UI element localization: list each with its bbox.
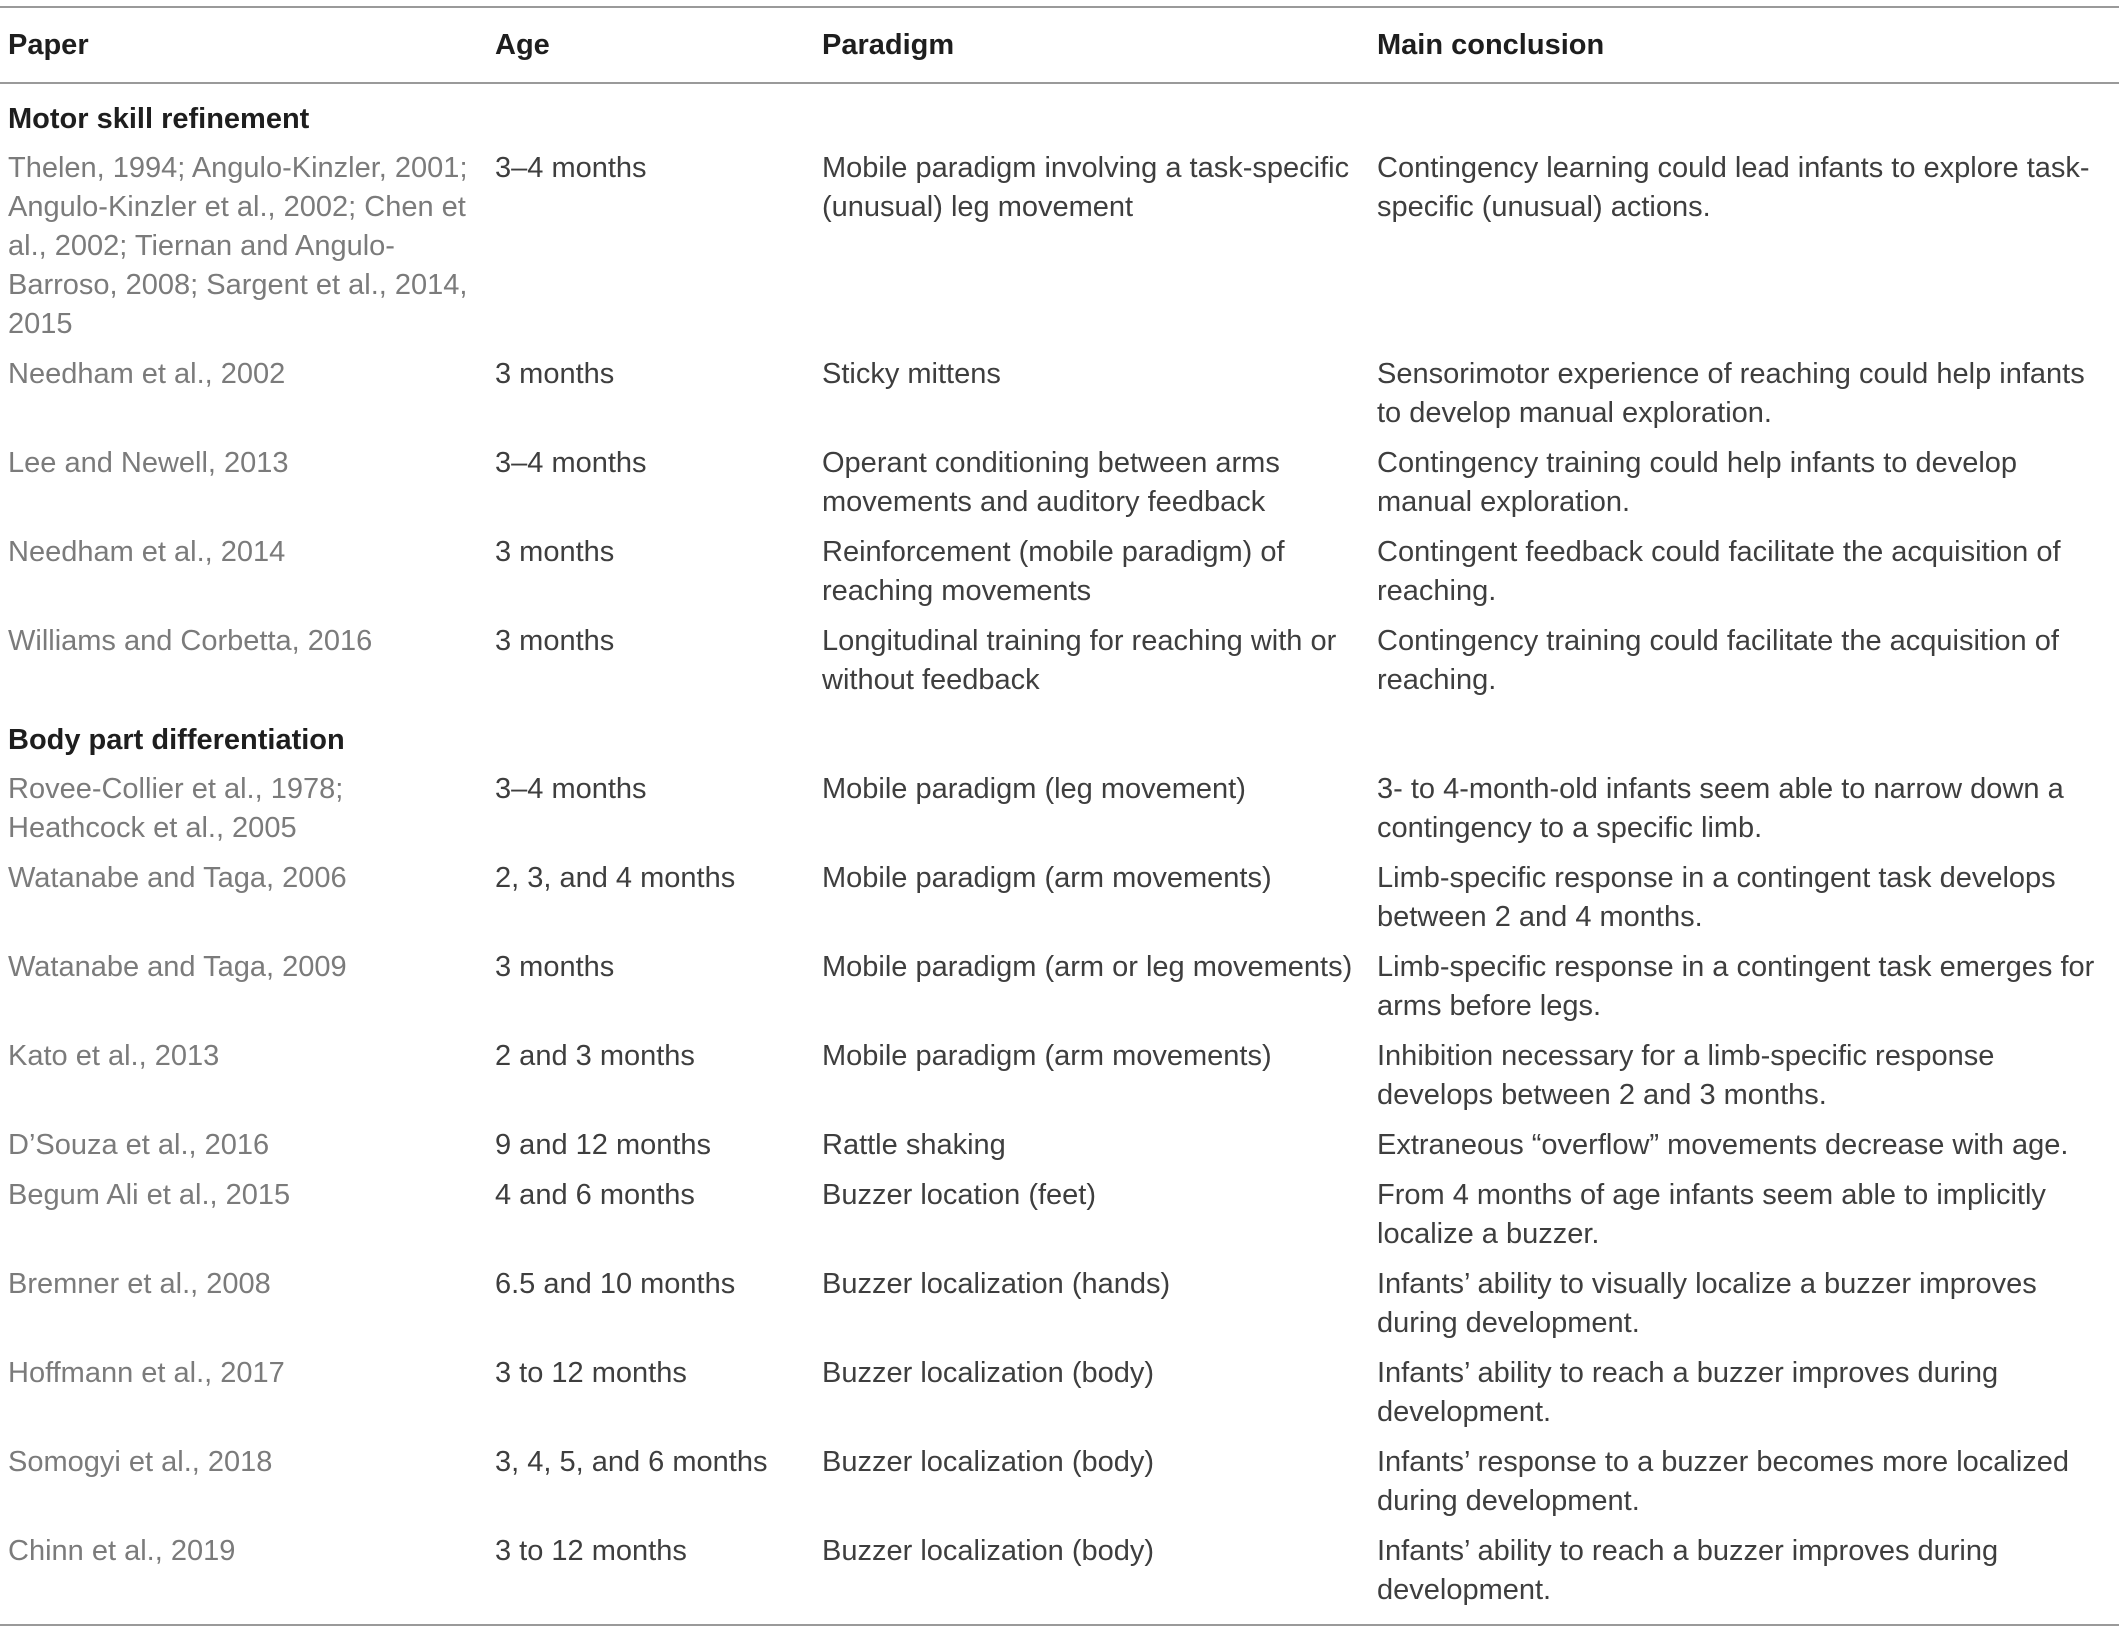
age-cell: 3 months <box>495 536 615 568</box>
header-main-conclusion: Main conclusion <box>1369 7 2119 83</box>
age-cell: 3–4 months <box>495 152 647 184</box>
table-row <box>0 853 2119 942</box>
table-header <box>0 7 2119 83</box>
age-cell: 3–4 months <box>495 447 647 479</box>
table-row <box>0 1348 2119 1437</box>
paradigm-cell: Mobile paradigm involving a task-specific (unusual) leg movement <box>822 152 1350 223</box>
paradigm-cell: Buzzer localization (hands) <box>822 1268 1171 1300</box>
paper-cell: Hoffmann et al., 2017 <box>8 1357 285 1389</box>
table-row <box>0 616 2119 705</box>
paper-cell: D’Souza et al., 2016 <box>8 1129 270 1161</box>
paper-cell: Somogyi et al., 2018 <box>8 1446 273 1478</box>
paper-cell: Williams and Corbetta, 2016 <box>8 625 373 657</box>
paradigm-cell: Mobile paradigm (leg movement) <box>822 773 1246 805</box>
age-cell: 3 months <box>495 358 615 390</box>
conclusion-cell: Infants’ ability to reach a buzzer improves during development. <box>1377 1357 1999 1428</box>
section-row-motor-skill-refinement <box>0 83 2119 143</box>
section-title: Body part differentiation <box>8 724 345 756</box>
age-cell: 3 months <box>495 951 615 983</box>
paradigm-cell: Longitudinal training for reaching with or without feedback <box>822 625 1337 696</box>
conclusion-cell: Contingency training could facilitate the acquisition of reaching. <box>1377 625 2059 696</box>
age-cell: 3–4 months <box>495 773 647 805</box>
paper-cell: Watanabe and Taga, 2009 <box>8 951 347 983</box>
table-row <box>0 1031 2119 1120</box>
conclusion-cell: Extraneous “overflow” movements decrease with age. <box>1377 1129 2069 1161</box>
age-cell: 3, 4, 5, and 6 months <box>495 1446 768 1478</box>
age-cell: 4 and 6 months <box>495 1179 695 1211</box>
age-cell: 2 and 3 months <box>495 1040 695 1072</box>
conclusion-cell: Limb-specific response in a contingent task emerges for arms before legs. <box>1377 951 2095 1022</box>
conclusion-cell: Infants’ ability to reach a buzzer improves during development. <box>1369 1526 2119 1625</box>
paradigm-cell: Mobile paradigm (arm or leg movements) <box>822 951 1353 983</box>
paper-cell: Chinn et al., 2019 <box>0 1526 487 1625</box>
literature-table <box>0 6 2119 1626</box>
header-age: Age <box>487 7 814 83</box>
paradigm-cell: Buzzer localization (body) <box>822 1357 1155 1389</box>
age-cell: 3 to 12 months <box>495 1357 687 1389</box>
paradigm-cell: Rattle shaking <box>822 1129 1006 1161</box>
paper-cell: Thelen, 1994; Angulo-Kinzler, 2001; Angulo-Kinzler et al., 2002; Chen et al., 2002; Tiernan and Angulo-Barroso, 2008; Sargent et al., 2014, 2015 <box>8 152 468 340</box>
paper-cell: Kato et al., 2013 <box>8 1040 220 1072</box>
paradigm-cell: Sticky mittens <box>822 358 1001 390</box>
table-row <box>0 527 2119 616</box>
conclusion-cell: Contingency training could help infants to develop manual exploration. <box>1377 447 2018 518</box>
table-row <box>0 349 2119 438</box>
paradigm-cell: Reinforcement (mobile paradigm) of reaching movements <box>822 536 1285 607</box>
header-paradigm: Paradigm <box>814 7 1369 83</box>
header-row <box>0 7 2119 83</box>
header-paper: Paper <box>0 7 487 83</box>
section-row-body-part-differentiation <box>0 705 2119 764</box>
table-row <box>0 1170 2119 1259</box>
paper-cell: Needham et al., 2014 <box>8 536 286 568</box>
table-row <box>0 438 2119 527</box>
table-row <box>0 1526 2119 1625</box>
table-row <box>0 1259 2119 1348</box>
table-row <box>0 1437 2119 1526</box>
paradigm-cell: Operant conditioning between arms movements and auditory feedback <box>822 447 1280 518</box>
conclusion-cell: 3- to 4-month-old infants seem able to narrow down a contingency to a specific limb. <box>1377 773 2064 844</box>
paradigm-cell: Mobile paradigm (arm movements) <box>822 1040 1272 1072</box>
table-row <box>0 143 2119 349</box>
paradigm-cell: Buzzer localization (body) <box>822 1446 1155 1478</box>
conclusion-cell: From 4 months of age infants seem able to implicitly localize a buzzer. <box>1377 1179 2046 1250</box>
paper-cell: Needham et al., 2002 <box>8 358 286 390</box>
table-row <box>0 942 2119 1031</box>
paper-cell: Bremner et al., 2008 <box>8 1268 271 1300</box>
age-cell: 3 to 12 months <box>487 1526 814 1625</box>
table-body <box>0 83 2119 1625</box>
conclusion-cell: Sensorimotor experience of reaching could help infants to develop manual exploration. <box>1377 358 2085 429</box>
conclusion-cell: Contingency learning could lead infants to explore task-specific (unusual) actions. <box>1377 152 2090 223</box>
paper-cell: Watanabe and Taga, 2006 <box>8 862 347 894</box>
paper-cell: Rovee-Collier et al., 1978; Heathcock et al., 2005 <box>8 773 344 844</box>
conclusion-cell: Contingent feedback could facilitate the acquisition of reaching. <box>1377 536 2061 607</box>
table-row <box>0 764 2119 853</box>
paradigm-cell: Mobile paradigm (arm movements) <box>822 862 1272 894</box>
paradigm-cell: Buzzer localization (body) <box>814 1526 1369 1625</box>
paradigm-cell: Buzzer location (feet) <box>822 1179 1097 1211</box>
conclusion-cell: Infants’ ability to visually localize a buzzer improves during development. <box>1377 1268 2037 1339</box>
conclusion-cell: Limb-specific response in a contingent task develops between 2 and 4 months. <box>1377 862 2056 933</box>
conclusion-cell: Inhibition necessary for a limb-specific response develops between 2 and 3 months. <box>1377 1040 1995 1111</box>
table-row <box>0 1120 2119 1170</box>
age-cell: 6.5 and 10 months <box>495 1268 736 1300</box>
age-cell: 9 and 12 months <box>495 1129 712 1161</box>
conclusion-cell: Infants’ response to a buzzer becomes more localized during development. <box>1377 1446 2070 1517</box>
paper-cell: Lee and Newell, 2013 <box>8 447 289 479</box>
age-cell: 3 months <box>495 625 615 657</box>
paper-cell: Begum Ali et al., 2015 <box>8 1179 291 1211</box>
age-cell: 2, 3, and 4 months <box>495 862 736 894</box>
section-title: Motor skill refinement <box>8 103 310 135</box>
